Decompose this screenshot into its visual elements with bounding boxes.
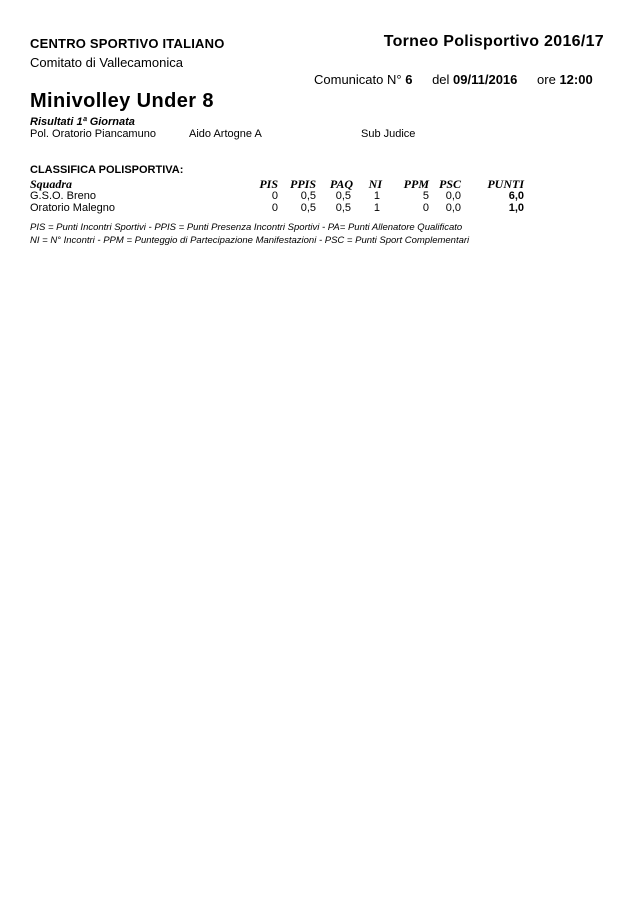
standings-table [30,178,524,214]
legend-note-1: PIS = Punti Incontri Sportivi - PPIS = Punti Presenza Incontri Sportivi - PA= Punti Allenatore Qualificato [30,222,463,233]
category-title: Minivolley Under 8 [30,90,214,112]
result-away-team: Aido Artogne A [189,128,262,140]
legend-note-2: NI = N° Incontri - PPM = Punteggio di Partecipazione Manifestazioni - PSC = Punti Sport Complementari [30,235,470,246]
results-heading: Risultati 1ª Giornata [30,116,135,128]
cell-ni: 1 [373,202,380,214]
cell-paq: 0,5 [335,202,351,214]
team-name: G.S.O. Breno [30,190,97,202]
col-psc: PSC [438,177,461,191]
cell-ni: 1 [373,190,380,202]
col-pis: PIS [259,177,278,191]
col-ni: NI [368,177,382,191]
table-row [30,202,524,214]
col-paq: PAQ [329,177,353,191]
col-squadra: Squadra [30,177,73,191]
col-ppis: PPIS [289,177,316,191]
cell-ppm: 5 [422,190,429,202]
communique-date: 09/11/2016 [453,72,518,87]
standings-heading: CLASSIFICA POLISPORTIVA: [30,164,184,176]
communique-number: 6 [405,72,413,87]
table-row [30,190,524,202]
team-name: Oratorio Malegno [30,202,115,214]
cell-psc: 0,0 [445,202,461,214]
cell-ppm: 0 [422,202,429,214]
communique-label: Comunicato N° [314,72,402,87]
cell-pis: 0 [271,190,278,202]
cell-ppis: 0,5 [300,202,316,214]
result-home-team: Pol. Oratorio Piancamuno [30,128,156,140]
col-punti: PUNTI [487,177,524,191]
cell-punti: 1,0 [508,202,524,214]
result-score: Sub Judice [361,128,416,140]
time-label: ore [537,72,556,87]
cell-ppis: 0,5 [300,190,316,202]
standings-header-row [30,178,524,190]
committee-name: Comitato di Vallecamonica [30,55,183,70]
col-ppm: PPM [403,177,429,191]
date-label: del [432,72,450,87]
cell-paq: 0,5 [335,190,351,202]
cell-pis: 0 [271,202,278,214]
cell-punti: 6,0 [508,190,524,202]
cell-psc: 0,0 [445,190,461,202]
communique-time: 12:00 [559,72,593,87]
organization-name: CENTRO SPORTIVO ITALIANO [30,36,225,51]
communique-line [314,72,593,87]
tournament-title: Torneo Polisportivo 2016/17 [383,33,604,50]
